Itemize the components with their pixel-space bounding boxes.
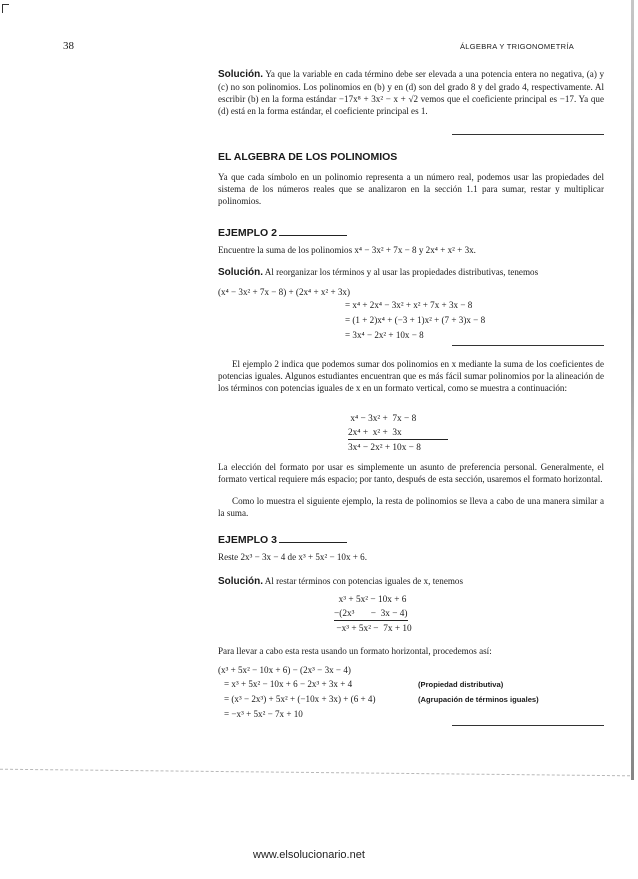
example-3-title: EJEMPLO 3: [218, 534, 277, 546]
example-2-step-4: = 3x⁴ − 2x² + 10x − 8: [345, 330, 424, 340]
example-2-prompt: Encuentre la suma de los polinomios x⁴ − 3x² + 7x − 8 y 2x⁴ + x² + 3x.: [218, 245, 476, 255]
vertical-difference-row-1: x³ + 5x² − 10x + 6: [334, 595, 407, 605]
scan-bottom-edge: [0, 769, 630, 795]
example-2-step-2: = x⁴ + 2x⁴ − 3x² + x² + 7x + 3x − 8: [345, 300, 473, 310]
crop-mark: [2, 4, 9, 13]
example-2-heading: [218, 227, 347, 239]
vertical-sum-row-1: x⁴ − 3x² + 7x − 8: [348, 414, 417, 424]
heading-rule: [279, 542, 347, 543]
footer-url: www.elsolucionario.net: [253, 849, 365, 861]
horizontal-intro: Para llevar a cabo esta resta usando un formato horizontal, procedemos así:: [218, 646, 492, 656]
example-3-solution: [218, 575, 463, 588]
solution-label: Solución.: [218, 69, 263, 80]
solution-paragraph-1: [218, 68, 604, 117]
solution-text: Al restar términos con potencias iguales de x, tenemos: [264, 576, 464, 586]
vertical-sum-row-2: 2x⁴ + x² + 3x: [348, 427, 448, 440]
scan-edge-shadow: [631, 0, 634, 780]
vertical-difference-row-2: −(2x³ − 3x − 4): [334, 609, 408, 619]
example-3-prompt: Reste 2x³ − 3x − 4 de x³ + 5x² − 10x + 6.: [218, 552, 367, 562]
solution-label: Solución.: [218, 267, 263, 278]
solution-text: Ya que la variable en cada término debe ser elevada a una potencia entera no negativa, (a) y (c) no son polinomios. Los polinomios en (b) y en (d) son del grado 8 y del grado 4, respectivamente. Al escribir (b) en la forma estándar −17x⁸ + 3x² − x + √2 vemos que el coeficiente principal es −17. Ya que (d) está en la forma estándar, el coeficiente principal es 1.: [218, 69, 605, 116]
example-2-step-3: = (1 + 2)x⁴ + (−3 + 1)x² + (7 + 3)x − 8: [345, 315, 486, 325]
end-rule: [452, 345, 604, 346]
example-3-step-1: (x³ + 5x² − 10x + 6) − (2x³ − 3x − 4): [218, 665, 351, 675]
solution-label: Solución.: [218, 576, 263, 587]
note-grouping: (Agrupación de términos iguales): [418, 695, 539, 704]
discussion-paragraph-3: Como lo muestra el siguiente ejemplo, la resta de polinomios se lleva a cabo de una manera similar a la suma.: [218, 496, 604, 518]
section-title: EL ALGEBRA DE LOS POLINOMIOS: [218, 151, 398, 163]
end-rule: [452, 725, 604, 726]
section-paragraph: Ya que cada símbolo en un polinomio representa a un número real, podemos usar las propiedades del sistema de los números reales que se analizaron en la sección 1.1 para sumar, restar y multiplicar polinomios.: [218, 172, 604, 206]
vertical-sum-result: 3x⁴ − 2x² + 10x − 8: [348, 443, 421, 453]
vertical-difference-result: −x³ + 5x² − 7x + 10: [334, 624, 412, 634]
example-2-title: EJEMPLO 2: [218, 227, 277, 239]
example-2-solution: [218, 266, 538, 279]
page-number: 38: [63, 40, 74, 52]
solution-text: Al reorganizar los términos y al usar las propiedades distributivas, tenemos: [264, 267, 539, 277]
running-head: ÁLGEBRA Y TRIGONOMETRÍA: [460, 42, 575, 51]
end-rule: [452, 134, 604, 135]
example-3-step-2: = x³ + 5x² − 10x + 6 − 2x³ + 3x + 4: [224, 679, 353, 689]
discussion-paragraph-1: El ejemplo 2 indica que podemos sumar dos polinomios en x mediante la suma de los coeficientes de potencias iguales. Algunos estudiantes encuentran que es más fácil sumar polinomios por la alineación de los términos con potencias iguales de x en un formato vertical, como se muestra a continuación:: [218, 359, 604, 393]
example-3-step-4: = −x³ + 5x² − 7x + 10: [224, 709, 303, 719]
heading-rule: [279, 235, 347, 236]
example-2-step-1: (x⁴ − 3x² + 7x − 8) + (2x⁴ + x² + 3x): [218, 287, 350, 297]
discussion-paragraph-2: La elección del formato por usar es simplemente un asunto de preferencia personal. Generalmente, el formato vertical requiere más espacio; por tanto, después de esta sección, usaremos el formato horizontal.: [218, 462, 604, 484]
example-3-heading: [218, 534, 347, 546]
note-distributive: (Propiedad distributiva): [418, 680, 504, 689]
example-3-step-3: = (x³ − 2x³) + 5x² + (−10x + 3x) + (6 + 4): [224, 694, 376, 704]
